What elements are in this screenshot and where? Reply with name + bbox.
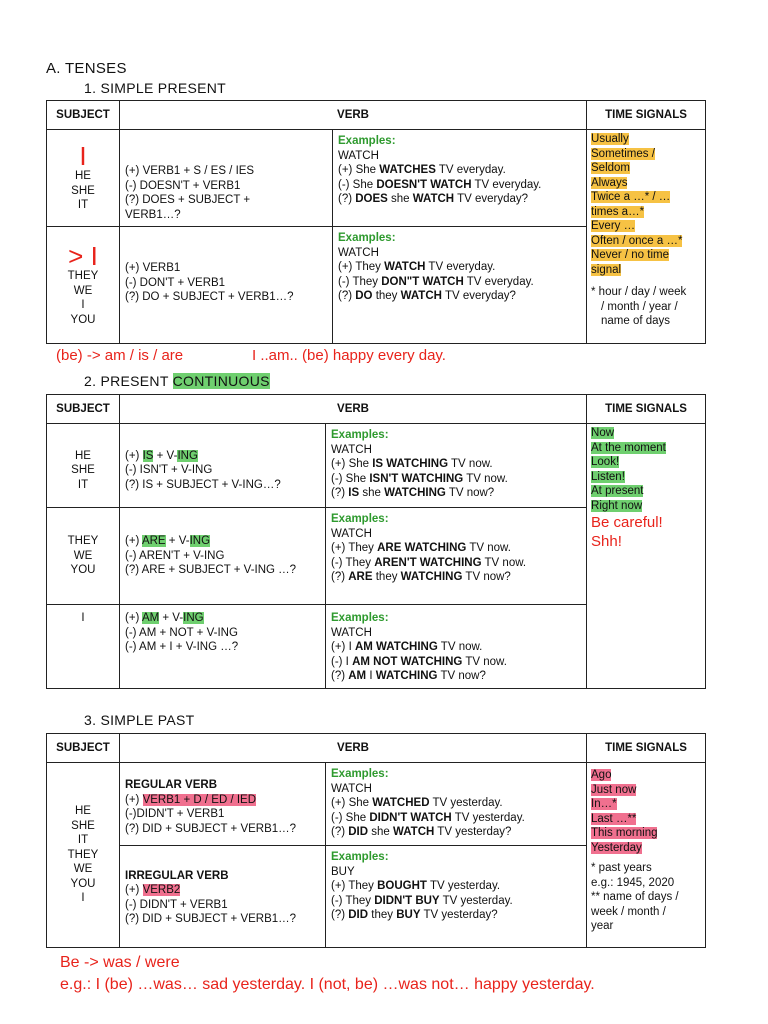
formula-line: (?) IS + SUBJECT + V-ING…?	[125, 478, 281, 491]
verb-header: VERB	[120, 101, 587, 130]
present-continuous-table	[46, 394, 706, 689]
regular-verb-heading: REGULAR VERB	[125, 779, 218, 791]
time-signal: Listen!	[591, 470, 625, 483]
examples-cell	[326, 424, 587, 508]
time-signals-cell	[587, 424, 706, 689]
subject: HE	[75, 170, 91, 183]
subject-cell	[47, 130, 120, 227]
example-line: (+) She IS WATCHING TV now.	[331, 458, 493, 470]
example-line: (-) She DIDN'T WATCH TV yesterday.	[331, 811, 525, 824]
time-note: e.g.: 1945, 2020	[591, 876, 675, 889]
examples-label: Examples:	[331, 513, 389, 525]
example-verb: WATCH	[338, 246, 379, 259]
examples-label: Examples:	[331, 851, 389, 863]
time-signal: Yesterday	[591, 841, 642, 854]
example-line: (+) She WATCHED TV yesterday.	[331, 797, 503, 809]
formula-line: (-) ISN'T + V-ING	[125, 464, 213, 477]
formula-line: (-) DOESN'T + VERB1	[125, 179, 241, 192]
time-note: year	[591, 920, 614, 932]
time-signal: signal	[591, 263, 622, 276]
examples-cell	[333, 227, 587, 344]
present-continuous-title: 2. PRESENT CONTINUOUS	[84, 373, 270, 389]
example-verb: BUY	[331, 865, 355, 878]
time-note: * hour / day / week	[591, 286, 687, 298]
subject-header: SUBJECT	[47, 734, 120, 763]
example-line: (-) She DOESN'T WATCH TV everyday.	[338, 178, 542, 191]
formula-cell	[120, 605, 326, 689]
examples-cell	[326, 508, 587, 605]
time-signal: Never / no time	[591, 249, 669, 261]
example-line: (-) They DON"T WATCH TV everyday.	[338, 275, 534, 288]
be-example-note: I ..am.. (be) happy every day.	[252, 347, 446, 364]
verb-header: VERB	[120, 734, 587, 763]
subject: I	[81, 299, 85, 311]
time-signal: Sometimes /	[591, 147, 655, 160]
formula-line: (+) IS + V-ING	[125, 449, 198, 462]
formula-line: (+) VERB2	[125, 884, 181, 896]
subject-header: SUBJECT	[47, 101, 120, 130]
example-line: (+) She WATCHES TV everyday.	[338, 164, 506, 176]
formula-line: (+) VERB1	[125, 262, 181, 274]
examples-label: Examples:	[331, 612, 389, 624]
time-signal: Often / once a …*	[591, 234, 683, 247]
examples-cell	[326, 763, 587, 846]
formula-line: (+) VERB1 + S / ES / IES	[125, 165, 255, 177]
time-signal-red: Be careful!	[591, 514, 663, 531]
verb-header: VERB	[120, 395, 587, 424]
was-were-note: Be -> was / were	[60, 954, 180, 971]
subject: HE	[75, 449, 91, 462]
simple-present-title: 1. SIMPLE PRESENT	[84, 80, 227, 96]
simple-present-table	[46, 100, 706, 344]
examples-label: Examples:	[338, 232, 396, 244]
example-line: (?) DID they BUY TV yesterday?	[331, 909, 498, 921]
continuous-highlight: CONTINUOUS	[172, 373, 270, 389]
time-signal: Seldom	[591, 162, 631, 174]
example-line: (-) I AM NOT WATCHING TV now.	[331, 655, 507, 668]
subject-cell	[47, 508, 120, 605]
time-signal: In…*	[591, 798, 617, 810]
time-signal: Last …**	[591, 812, 637, 825]
subject: I	[81, 892, 85, 905]
subject-cell	[47, 424, 120, 508]
simple-past-title: 3. SIMPLE PAST	[84, 712, 195, 728]
subject-cell	[47, 763, 120, 948]
examples-label: Examples:	[331, 768, 389, 780]
example-line: (?) DID she WATCH TV yesterday?	[331, 826, 512, 838]
time-signal: Look!	[591, 456, 620, 468]
example-line: (?) ARE they WATCHING TV now?	[331, 571, 511, 583]
time-note: * past years	[591, 862, 652, 874]
formula-cell	[120, 846, 326, 948]
examples-cell	[333, 130, 587, 227]
example-verb: WATCH	[338, 149, 379, 162]
subject: WE	[73, 284, 93, 297]
time-signal: At present	[591, 485, 644, 497]
time-signal: Just now	[591, 783, 637, 796]
subject: YOU	[70, 877, 96, 890]
formula-line: (-) AM + I + V-ING …?	[125, 641, 239, 653]
examples-label: Examples:	[331, 429, 389, 441]
subject: I	[81, 612, 85, 624]
time-signals-cell	[587, 130, 706, 344]
example-line: (?) IS she WATCHING TV now?	[331, 487, 495, 499]
time-note: name of days	[601, 315, 671, 327]
examples-cell	[326, 605, 587, 689]
simple-past-table	[46, 733, 706, 948]
example-verb: WATCH	[331, 527, 372, 540]
time-signals-header: TIME SIGNALS	[587, 395, 706, 424]
subject: SHE	[71, 819, 95, 832]
subject: HE	[75, 805, 91, 818]
time-signals-header: TIME SIGNALS	[587, 734, 706, 763]
subject: WE	[73, 863, 93, 876]
time-signals-cell	[587, 763, 706, 948]
time-signal: At the moment	[591, 441, 666, 454]
formula-line: (-) AREN'T + V-ING	[125, 549, 225, 562]
subject: IT	[77, 834, 89, 847]
formula-cell	[120, 763, 326, 846]
time-signal: Right now	[591, 499, 643, 512]
formula-line: (?) DID + SUBJECT + VERB1…?	[125, 822, 297, 835]
formula-line: (-) DON'T + VERB1	[125, 276, 226, 289]
formula-line: (-) DIDN'T + VERB1	[125, 898, 228, 911]
formula-line: (+) AM + V-ING	[125, 612, 204, 624]
example-verb: WATCH	[331, 443, 372, 456]
red-annotation: I	[79, 141, 87, 172]
subject: SHE	[71, 464, 95, 477]
time-signal: times a…*	[591, 205, 645, 218]
time-signal: Now	[591, 427, 615, 439]
examples-cell	[326, 846, 587, 948]
example-line: (+) They WATCH TV everyday.	[338, 261, 496, 273]
examples-label: Examples:	[338, 135, 396, 147]
subject-cell	[47, 227, 120, 344]
time-signal: Every …	[591, 220, 636, 232]
subject: YOU	[70, 564, 96, 577]
example-line: (-) They AREN'T WATCHING TV now.	[331, 556, 527, 569]
time-signals-header: TIME SIGNALS	[587, 101, 706, 130]
time-signal: Always	[591, 176, 628, 189]
formula-cell	[120, 424, 326, 508]
formula-line: (+) VERB1 + D / ED / IED	[125, 793, 257, 806]
subject: THEY	[67, 270, 99, 282]
subject: IT	[77, 478, 89, 491]
example-line: (+) They BOUGHT TV yesterday.	[331, 880, 501, 892]
formula-cell	[120, 508, 326, 605]
time-note: / month / year /	[601, 300, 678, 313]
time-signal: Ago	[591, 769, 612, 781]
example-line: (-) They DIDN'T BUY TV yesterday.	[331, 894, 513, 907]
formula-line: VERB1…?	[125, 208, 181, 221]
time-signal: Usually	[591, 133, 629, 145]
subject: WE	[73, 549, 93, 562]
time-signal: Twice a …* / …	[591, 191, 671, 203]
time-signal: This morning	[591, 827, 658, 839]
example-line: (?) DOES she WATCH TV everyday?	[338, 193, 529, 205]
example-verb: WATCH	[331, 626, 372, 639]
time-note: ** name of days /	[591, 891, 679, 903]
example-line: (?) DO they WATCH TV everyday?	[338, 290, 516, 302]
formula-cell	[120, 130, 333, 227]
subject: THEY	[67, 848, 99, 861]
formula-cell	[120, 227, 333, 344]
formula-line: (?) DID + SUBJECT + VERB1…?	[125, 913, 297, 925]
time-note: week / month /	[591, 905, 666, 918]
time-signal-red: Shh!	[591, 533, 622, 550]
was-were-example: e.g.: I (be) …was… sad yesterday. I (not, be) …was not… happy yesterday.	[60, 976, 595, 993]
example-line: (+) They ARE WATCHING TV now.	[331, 542, 511, 554]
red-annotation: > I	[68, 241, 98, 271]
subject: YOU	[70, 313, 96, 326]
subject: IT	[77, 199, 89, 212]
example-line: (+) I AM WATCHING TV now.	[331, 641, 483, 653]
subject-header: SUBJECT	[47, 395, 120, 424]
subject: THEY	[67, 535, 99, 548]
formula-line: (-) AM + NOT + V-ING	[125, 626, 238, 639]
formula-line: (?) DO + SUBJECT + VERB1…?	[125, 291, 294, 303]
section-heading: A. TENSES	[46, 60, 127, 77]
example-line: (-) She ISN'T WATCHING TV now.	[331, 472, 508, 485]
formula-line: (?) ARE + SUBJECT + V-ING …?	[125, 564, 297, 577]
subject-cell	[47, 605, 120, 689]
formula-line: (?) DOES + SUBJECT +	[125, 194, 251, 206]
irregular-verb-heading: IRREGULAR VERB	[125, 869, 229, 882]
be-note: (be) -> am / is / are	[56, 347, 184, 364]
example-verb: WATCH	[331, 782, 372, 795]
example-line: (?) AM I WATCHING TV now?	[331, 670, 486, 682]
formula-line: (+) ARE + V-ING	[125, 535, 211, 548]
subject: SHE	[71, 184, 95, 197]
formula-line: (-)DIDN'T + VERB1	[125, 808, 225, 820]
